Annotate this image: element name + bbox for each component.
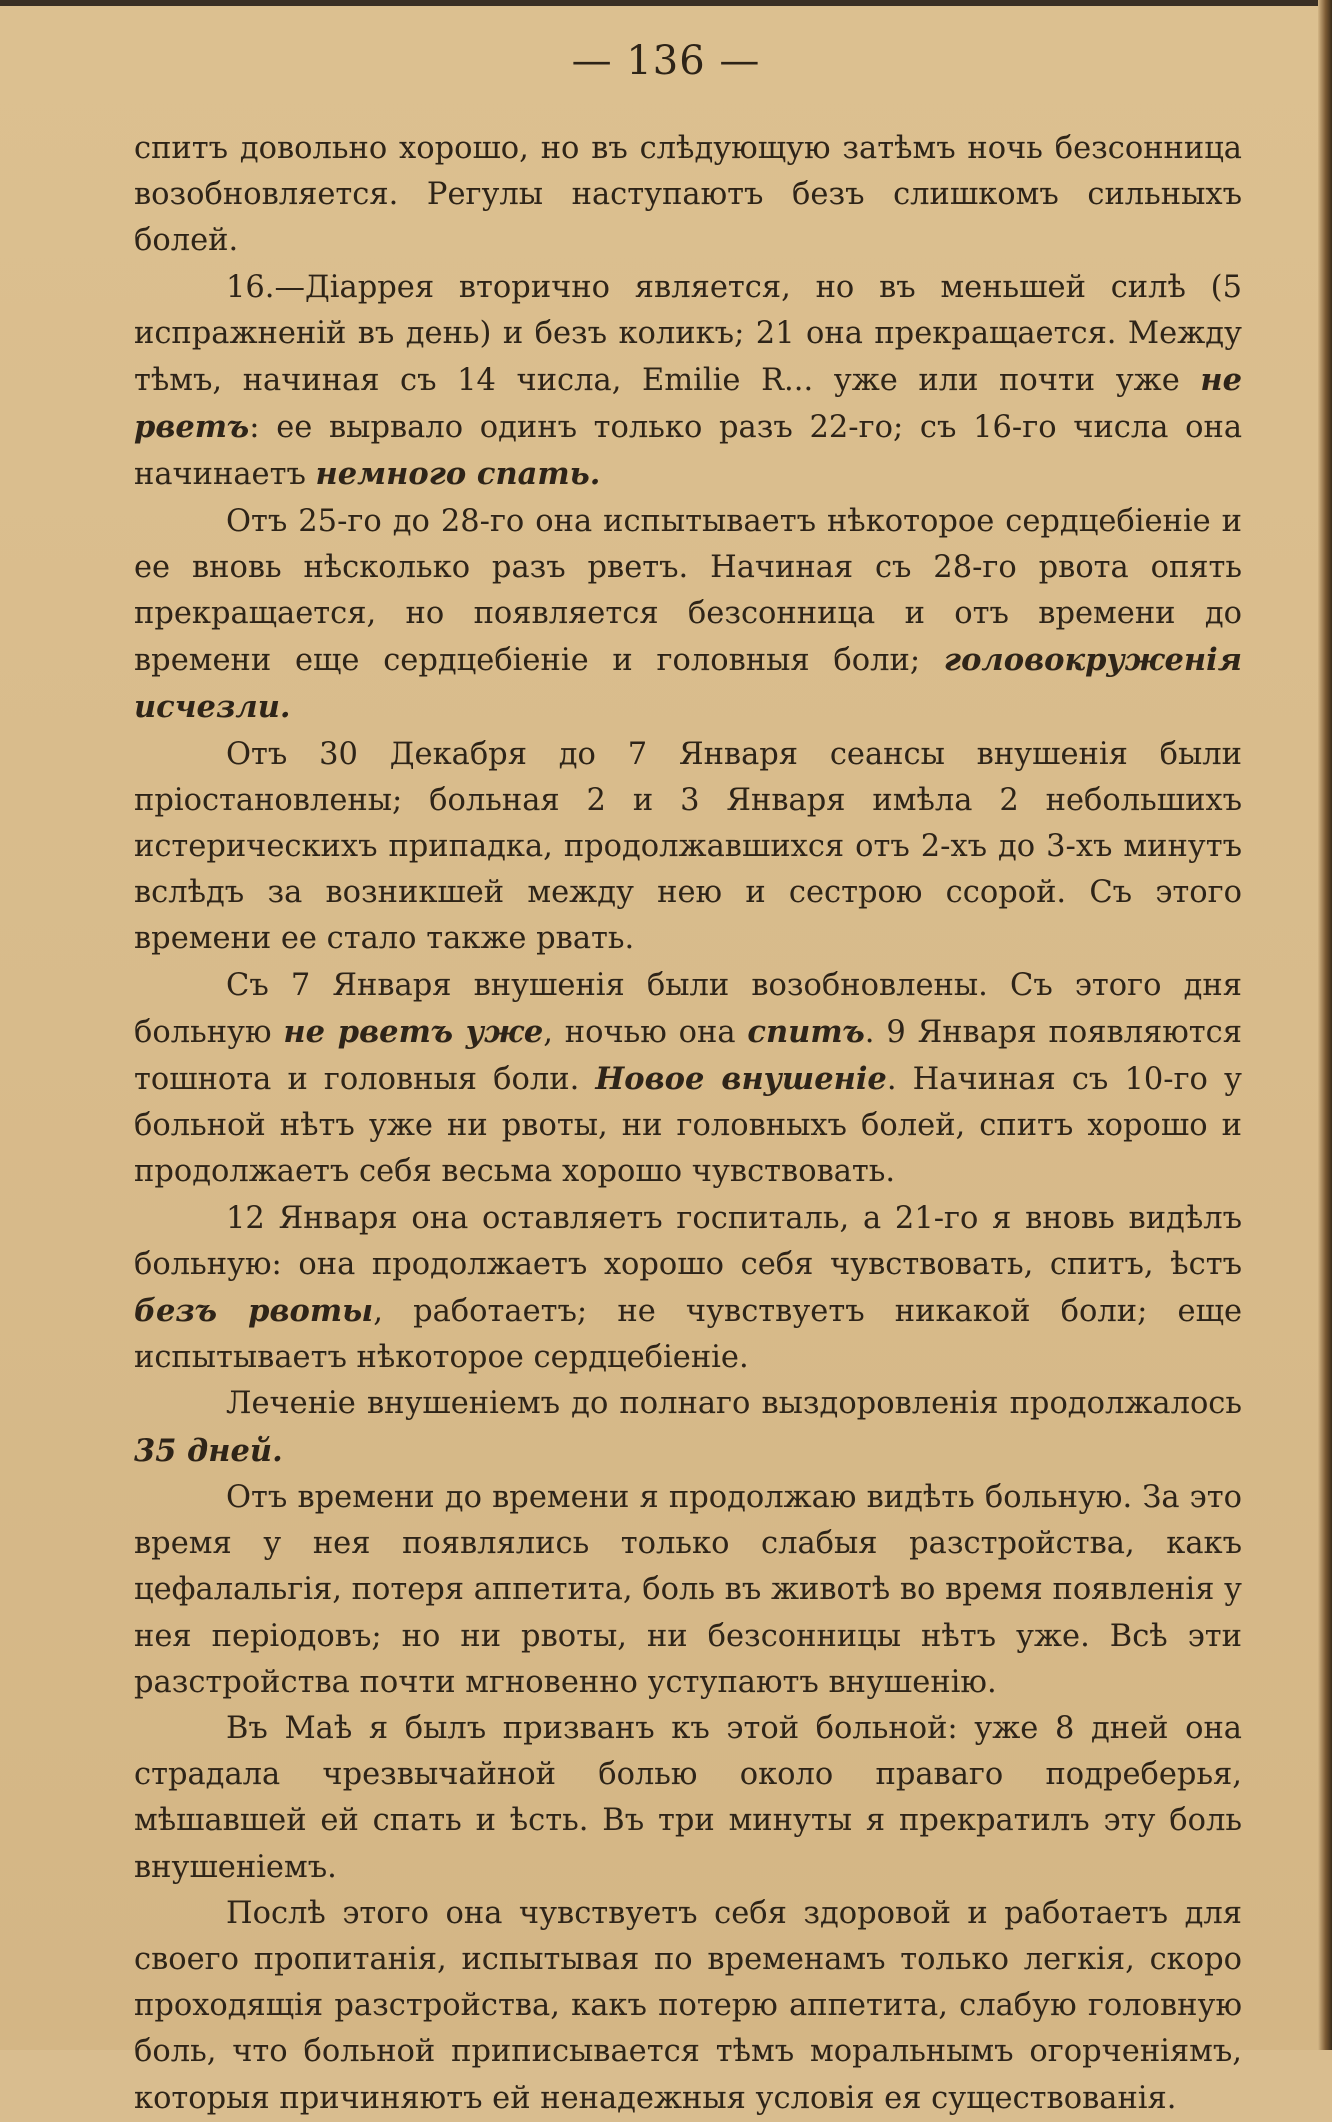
- text-run: Отъ 25-го до 28-го она испытываетъ нѣкоторое сердцебіеніе и ее вновь нѣсколько разъ рветъ. Начиная съ 28-го рвота опять прекращается, но появляется безсонница и отъ времени до времени еще сердцебіеніе и головныя боли;: [134, 503, 1242, 679]
- paragraph: [134, 1475, 1242, 1706]
- text-run: , работаетъ; не чувствуетъ никакой боли; еще испытываетъ нѣкоторое сердцебіеніе.: [134, 1294, 1242, 1376]
- paragraph: [134, 1706, 1242, 1891]
- italic-text: 35 дней.: [134, 1432, 283, 1469]
- page-text: [134, 126, 1242, 2122]
- paragraph: [134, 126, 1242, 265]
- text-run: Послѣ этого она чувствуетъ себя здоровой и работаетъ для своего пропитанія, испытывая по временамъ только легкія, скоро проходящія разстройства, какъ потерю аппетита, слабую головную боль, что больной приписывается тѣмъ моральнымъ огорченіямъ, которыя причиняютъ ей ненадежныя условія ея существованія.: [134, 1895, 1242, 2116]
- page-top-edge: [0, 0, 1332, 6]
- text-run: 16.—Діаррея вторично является, но въ меньшей силѣ (5 испражненій въ день) и безъ коликъ; 21 она прекращается. Между тѣмъ, начиная съ 14 числа, Emilie R... уже или почти уже: [134, 269, 1242, 399]
- text-run: . 9 Января появляются тошнота и головныя боли.: [134, 1014, 1242, 1098]
- page-right-edge-shadow: [1318, 0, 1332, 2050]
- text-run: спитъ довольно хорошо, но въ слѣдующую затѣмъ ночь безсонница возобновляется. Регулы наступаютъ безъ слишкомъ сильныхъ болей.: [134, 131, 1242, 259]
- text-run: Отъ 30 Декабря до 7 Января сеансы внушенія были пріостановлены; больная 2 и 3 Января имѣла 2 небольшихъ истерическихъ припадка, продолжавшихся отъ 2-хъ до 3-хъ минутъ вслѣдъ за возникшей между нею и сестрою ссорой. Съ этого времени ее стало также рвать.: [134, 736, 1242, 957]
- paragraph: [134, 1196, 1242, 1382]
- text-run: 12 Января она оставляетъ госпиталь, а 21-го я вновь видѣлъ больную: она продолжаетъ хорошо себя чувствовать, спитъ, ѣстъ: [134, 1200, 1242, 1282]
- italic-text: спитъ: [747, 1013, 865, 1050]
- paragraph: [134, 499, 1242, 732]
- paragraph: [134, 1381, 1242, 1474]
- text-run: : ее вырвало одинъ только разъ 22-го; съ 16-го числа она начинаетъ: [134, 410, 1242, 493]
- italic-text: головокруженія исчезли.: [134, 642, 1242, 726]
- italic-text: не рветъ уже: [283, 1013, 544, 1050]
- italic-text: безъ рвоты: [134, 1293, 374, 1330]
- paragraph: [134, 265, 1242, 499]
- text-run: . Начиная съ 10-го у больной нѣтъ уже ни рвоты, ни головныхъ болей, спитъ хорошо и продолжаетъ себя весьма хорошо чувствовать.: [134, 1062, 1242, 1190]
- paragraph: [134, 732, 1242, 963]
- paragraph: [134, 963, 1242, 1196]
- italic-text: не рветъ: [134, 362, 1242, 446]
- italic-text: Новое внушеніе: [595, 1061, 887, 1098]
- italic-text: немного спать.: [315, 456, 601, 493]
- text-run: Въ Маѣ я былъ призванъ къ этой больной: уже 8 дней она страдала чрезвычайной болью около праваго подреберья, мѣшавшей ей спать и ѣсть. Въ три минуты я прекратилъ эту боль внушеніемъ.: [134, 1710, 1242, 1885]
- text-run: Съ 7 Января внушенія были возобновлены. Съ этого дня больную: [134, 967, 1242, 1050]
- page-number: — 136 —: [571, 38, 761, 84]
- text-run: , ночью она: [543, 1014, 748, 1050]
- text-run: Леченіе внушеніемъ до полнаго выздоровленія продолжалось: [226, 1386, 1242, 1422]
- text-run: Отъ времени до времени я продолжаю видѣть больную. За это время у нея появлялись только слабыя разстройства, какъ цефалальгія, потеря аппетита, боль въ животѣ во время появленія у нея періодовъ; но ни рвоты, ни безсонницы нѣтъ уже. Всѣ эти разстройства почти мгновенно уступаютъ внушенію.: [134, 1479, 1242, 1700]
- paragraph: [134, 1891, 1242, 2122]
